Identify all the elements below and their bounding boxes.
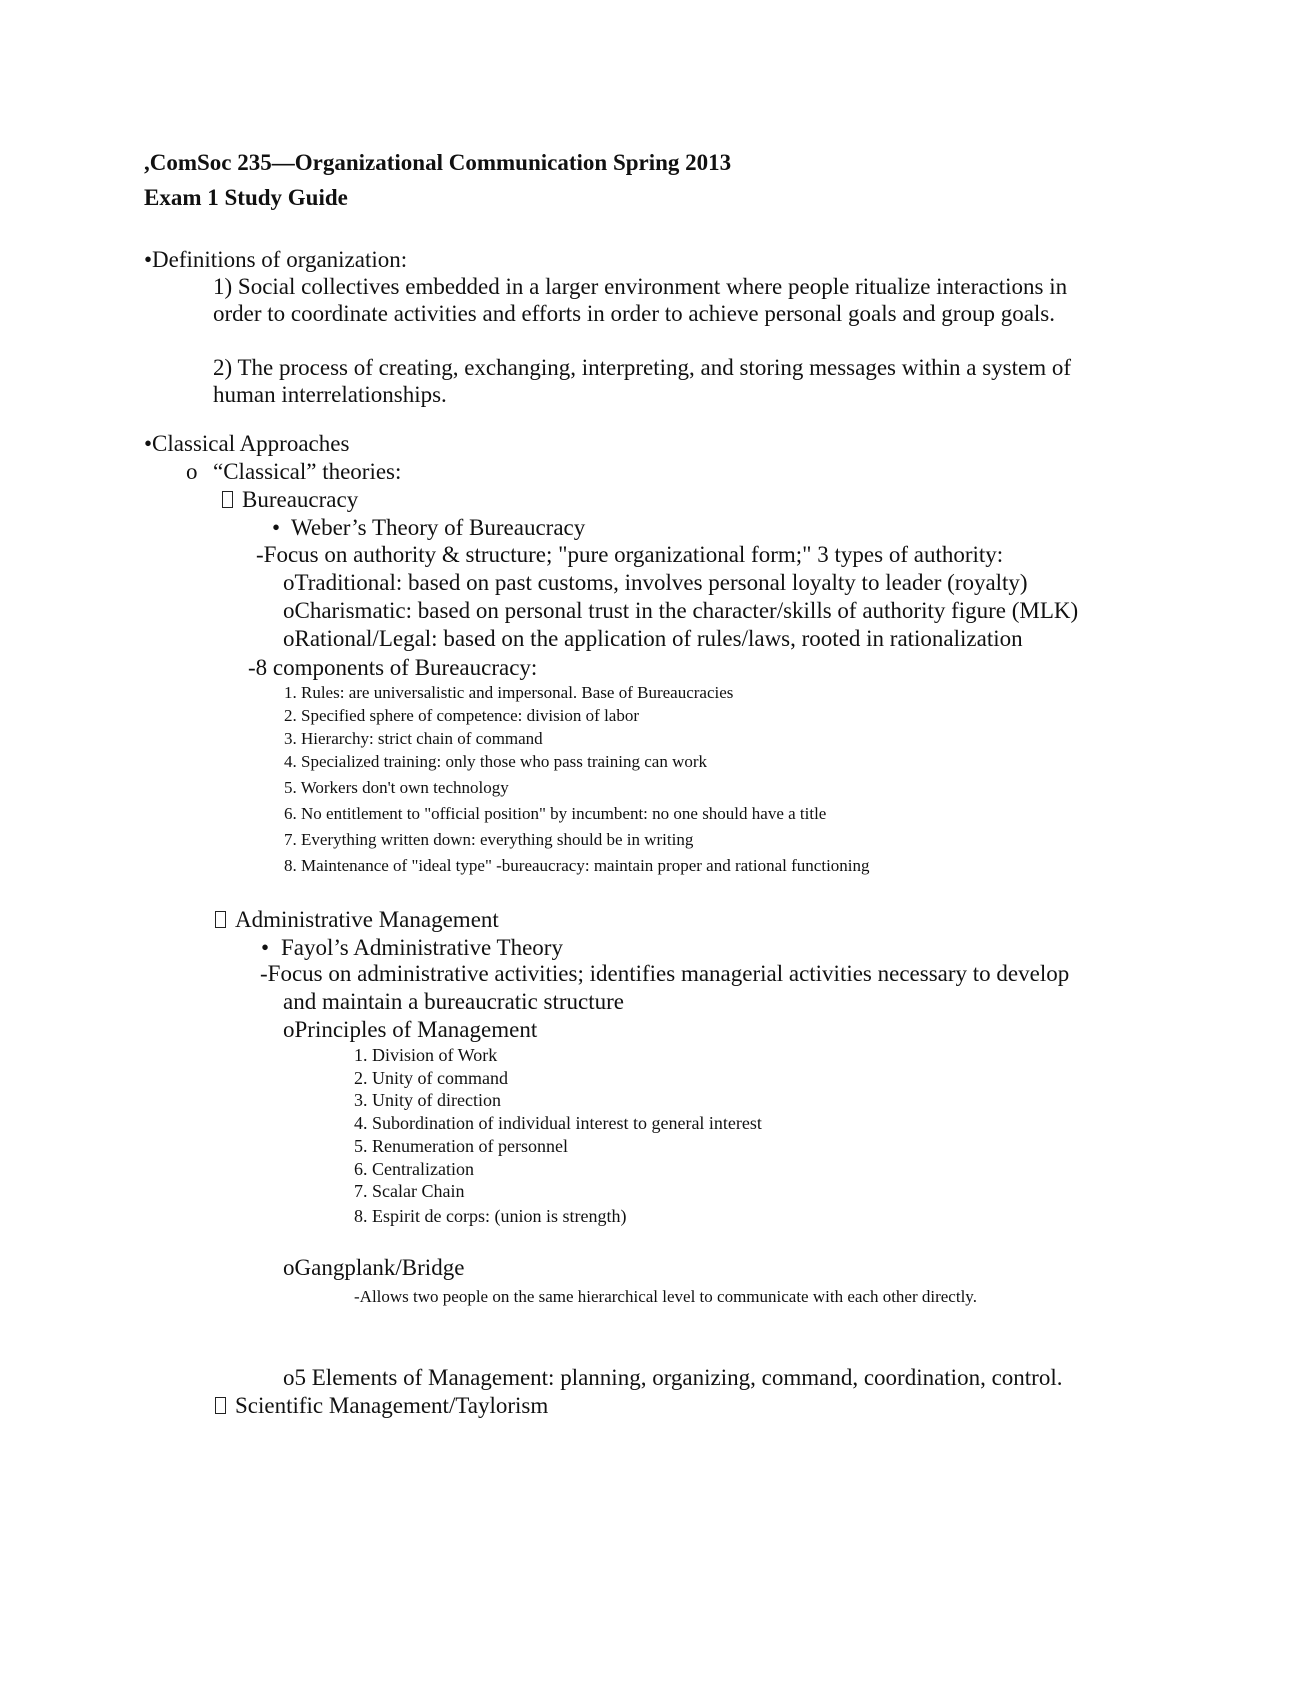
principle-item: 8. Espirit de corps: (union is strength): [354, 1206, 627, 1226]
authority-traditional: oTraditional: based on past customs, involves personal loyalty to leader (royalty): [283, 570, 1028, 595]
principle-item: 1. Division of Work: [354, 1045, 498, 1065]
bureaucracy-label: Bureaucracy: [242, 487, 359, 512]
classical-theories-label: “Classical” theories:: [213, 459, 402, 484]
definition-1-line-2: order to coordinate activities and efforts in order to achieve personal goals and group goals.: [213, 301, 1055, 326]
components-heading: -8 components of Bureaucracy:: [248, 655, 538, 680]
classical-approaches-heading: •Classical Approaches: [144, 431, 350, 456]
administrative-focus-line-1: -Focus on administrative activities; identifies managerial activities necessary to develop: [260, 961, 1070, 986]
elements-of-management: o5 Elements of Management: planning, organizing, command, coordination, control.: [283, 1365, 1063, 1390]
component-item: 8. Maintenance of "ideal type" -bureaucracy: maintain proper and rational functioning: [284, 856, 870, 875]
authority-charismatic: oCharismatic: based on personal trust in the character/skills of authority figure (MLK): [283, 598, 1079, 623]
component-item: 6. No entitlement to "official position" by incumbent: no one should have a title: [284, 804, 827, 823]
principle-item: 3. Unity of direction: [354, 1090, 501, 1110]
principle-item: 6. Centralization: [354, 1159, 474, 1179]
principle-item: 2. Unity of command: [354, 1068, 508, 1088]
component-item: 7. Everything written down: everything should be in writing: [284, 830, 694, 849]
administrative-focus-line-2: and maintain a bureaucratic structure: [283, 989, 625, 1014]
administrative-management-label: Administrative Management: [235, 907, 499, 932]
component-item: 4. Specialized training: only those who pass training can work: [284, 752, 708, 771]
checkbox-glyph-icon: [215, 1397, 226, 1414]
fayol-theory-label: Fayol’s Administrative Theory: [281, 935, 563, 960]
document-title: ,ComSoc 235—Organizational Communication Spring 2013: [144, 150, 732, 175]
weber-theory-label: Weber’s Theory of Bureaucracy: [291, 515, 586, 540]
component-item: 2. Specified sphere of competence: division of labor: [284, 706, 639, 725]
checkbox-glyph-icon: [222, 491, 233, 508]
bullet-icon: •: [272, 515, 281, 540]
document-subtitle: Exam 1 Study Guide: [144, 185, 348, 210]
definitions-heading: •Definitions of organization:: [144, 247, 408, 272]
principle-item: 7. Scalar Chain: [354, 1181, 465, 1201]
scientific-management-label: Scientific Management/Taylorism: [235, 1393, 549, 1418]
principle-item: 4. Subordination of individual interest to general interest: [354, 1113, 762, 1133]
principles-heading: oPrinciples of Management: [283, 1017, 538, 1042]
component-item: 5. Workers don't own technology: [284, 778, 509, 797]
definition-2-line-2: human interrelationships.: [213, 382, 447, 407]
gangplank-text: -Allows two people on the same hierarchical level to communicate with each other directly.: [354, 1287, 977, 1306]
definition-1-line-1: 1) Social collectives embedded in a larger environment where people ritualize interactions in: [213, 274, 1068, 299]
bureaucracy-focus: -Focus on authority & structure; "pure organizational form;" 3 types of authority:: [256, 542, 1004, 567]
component-item: 1. Rules: are universalistic and impersonal. Base of Bureaucracies: [284, 683, 734, 702]
authority-rational-legal: oRational/Legal: based on the application of rules/laws, rooted in rationalization: [283, 626, 1023, 651]
classical-theories-marker: o: [186, 459, 198, 484]
component-item: 3. Hierarchy: strict chain of command: [284, 729, 543, 748]
bullet-icon: •: [261, 935, 270, 960]
gangplank-heading: oGangplank/Bridge: [283, 1255, 465, 1280]
principle-item: 5. Renumeration of personnel: [354, 1136, 568, 1156]
checkbox-glyph-icon: [215, 911, 226, 928]
definition-2-line-1: 2) The process of creating, exchanging, interpreting, and storing messages within a system of: [213, 355, 1072, 380]
